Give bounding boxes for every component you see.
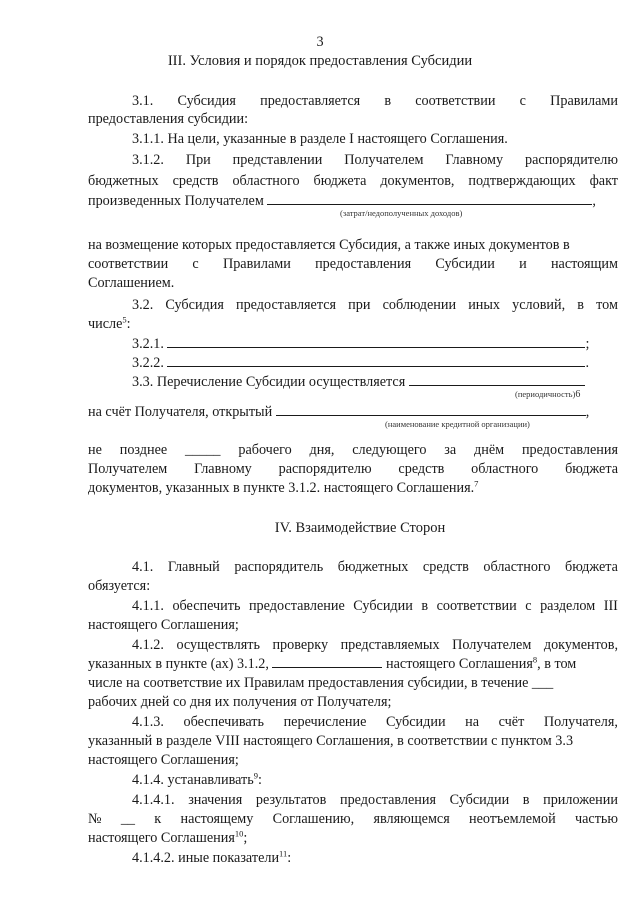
line-text: документов, указанных в пункте 3.1.2. настоящего Соглашения. bbox=[88, 480, 475, 496]
paragraph-4-1-line-1 bbox=[132, 558, 618, 576]
word: предоставления bbox=[339, 792, 437, 808]
word: с bbox=[192, 256, 199, 272]
word: следующего bbox=[352, 442, 427, 458]
word: Получателем bbox=[88, 461, 168, 477]
word: документов, bbox=[543, 637, 618, 653]
word: бюджета bbox=[565, 461, 618, 477]
word: предоставления bbox=[315, 256, 412, 272]
fill-in-line bbox=[409, 373, 585, 386]
item-number: 3.2.1. bbox=[132, 336, 164, 352]
fill-in-line bbox=[167, 335, 585, 348]
word: представляемых bbox=[340, 637, 440, 653]
paragraph-3-1-2-line-6: Соглашением. bbox=[88, 275, 175, 291]
word: средств bbox=[172, 173, 219, 189]
word: бюджета bbox=[313, 173, 367, 189]
word: 3.1. bbox=[132, 93, 154, 109]
line-text: на счёт Получателя, открытый bbox=[88, 404, 273, 420]
word: том bbox=[596, 297, 618, 313]
line-text: настоящего Соглашения bbox=[88, 830, 235, 846]
word: бюджетных bbox=[88, 173, 159, 189]
paragraph-3-1-2-line-1 bbox=[132, 151, 618, 169]
paragraph-3-1-1: 3.1.1. На цели, указанные в разделе I настоящего Соглашения. bbox=[132, 131, 508, 147]
word: в bbox=[522, 792, 530, 808]
paragraph-4-1-4 bbox=[132, 771, 262, 789]
paragraph-4-1-4-2 bbox=[132, 849, 291, 867]
word: бюджетных bbox=[337, 559, 409, 575]
word: Субсидия bbox=[165, 297, 224, 313]
fill-in-line bbox=[267, 192, 592, 205]
line-text: 4.1.4. устанавливать bbox=[132, 772, 254, 788]
word: 4.1. bbox=[132, 559, 154, 575]
word: Главному bbox=[445, 152, 504, 168]
paragraph-4-1-3-line-1 bbox=[132, 713, 618, 731]
word: в bbox=[384, 93, 392, 109]
word: Получателем bbox=[452, 637, 532, 653]
word: к bbox=[154, 811, 162, 827]
paragraph-4-1-1-line-1 bbox=[132, 597, 618, 615]
word: за bbox=[444, 442, 457, 458]
line-end: ; bbox=[585, 336, 590, 352]
word: Правилами bbox=[222, 256, 291, 272]
word: распорядителю bbox=[525, 152, 618, 168]
footnote-ref: 11 bbox=[279, 848, 288, 859]
word: 4.1.4.1. bbox=[132, 792, 175, 808]
word: средств bbox=[422, 559, 469, 575]
word: настоящему bbox=[180, 811, 254, 827]
paragraph-3-3-line-4 bbox=[88, 460, 618, 478]
line-text: числе на соответствие их Правилам предоставления субсидии, в течение bbox=[88, 675, 529, 691]
paragraph-4-1-line-2: обязуется: bbox=[88, 578, 151, 594]
paragraph-3-2-line-1 bbox=[132, 296, 618, 314]
fill-in-line bbox=[272, 655, 382, 668]
word: бюджета bbox=[565, 559, 618, 575]
word: факт bbox=[589, 173, 618, 189]
word: Субсидия bbox=[177, 93, 236, 109]
line-end: : bbox=[126, 316, 131, 332]
word: соблюдении bbox=[382, 297, 457, 313]
word: обеспечить bbox=[172, 598, 241, 614]
word: подтверждающих bbox=[468, 173, 576, 189]
word: распорядителю bbox=[278, 461, 372, 477]
word: __ bbox=[120, 811, 136, 827]
fill-in-line bbox=[276, 403, 586, 416]
line-text: , в том bbox=[537, 656, 577, 672]
paragraph-3-1-line-1 bbox=[132, 92, 618, 110]
word: с bbox=[525, 598, 532, 614]
word: значения bbox=[188, 792, 243, 808]
line-end: ; bbox=[243, 830, 248, 846]
paragraph-4-1-4-1-line-2 bbox=[88, 810, 618, 828]
paragraph-3-1-2-line-2 bbox=[88, 172, 618, 190]
footnote-ref: 6 bbox=[575, 389, 581, 400]
word: Соглашению, bbox=[272, 811, 355, 827]
word: средств bbox=[398, 461, 445, 477]
paragraph-3-1-2-line-5 bbox=[88, 255, 618, 273]
word: на bbox=[465, 714, 480, 730]
word: соответствии bbox=[88, 256, 169, 272]
blank-days: ___ bbox=[531, 675, 554, 691]
word: перечисление bbox=[283, 714, 367, 730]
item-3-2-2 bbox=[132, 354, 589, 372]
word: при bbox=[348, 297, 371, 313]
word: областного bbox=[471, 461, 539, 477]
line-end: : bbox=[287, 850, 292, 866]
word: осуществлять bbox=[176, 637, 260, 653]
word: обеспечивать bbox=[183, 714, 264, 730]
item-3-2-1 bbox=[132, 335, 589, 353]
note-text: (периодичность) bbox=[515, 389, 576, 399]
word: Субсидии bbox=[449, 792, 510, 808]
paragraph-3-1-2-line-4 bbox=[88, 236, 618, 254]
word: Главному bbox=[194, 461, 252, 477]
word: приложении bbox=[543, 792, 618, 808]
word: 4.1.1. bbox=[132, 598, 164, 614]
word: документов, bbox=[380, 173, 455, 189]
word: 4.1.2. bbox=[132, 637, 164, 653]
word: соответствии bbox=[436, 598, 517, 614]
word: днём bbox=[474, 442, 505, 458]
line-text: 3.3. Перечисление Субсидии осуществляется bbox=[132, 374, 406, 390]
word: областного bbox=[483, 559, 551, 575]
paragraph-4-1-2-line-1 bbox=[132, 636, 618, 654]
word: представлении bbox=[232, 152, 323, 168]
line-text: настоящего Соглашения bbox=[386, 656, 533, 672]
word: частью bbox=[574, 811, 618, 827]
paragraph-4-1-2-line-2 bbox=[88, 655, 576, 673]
word: областного bbox=[232, 173, 300, 189]
word: предоставляется bbox=[236, 297, 337, 313]
word: распорядитель bbox=[234, 559, 324, 575]
word: Правилами bbox=[550, 93, 618, 109]
word: позднее bbox=[119, 442, 168, 458]
word: Получателем bbox=[344, 152, 424, 168]
word: результатов bbox=[255, 792, 327, 808]
word: соответствии bbox=[415, 93, 496, 109]
paragraph-3-1-line-2: предоставления субсидии: bbox=[88, 111, 249, 127]
word: Главный bbox=[167, 559, 220, 575]
word: рабочего bbox=[238, 442, 292, 458]
word: предоставление bbox=[248, 598, 345, 614]
line-text: 4.1.4.2. иные показатели bbox=[132, 850, 280, 866]
section-3-heading: III. Условия и порядок предоставления Субсидии bbox=[167, 53, 473, 69]
footnote-ref: 10 bbox=[234, 828, 244, 839]
word: Получателя, bbox=[543, 714, 618, 730]
field-note-periodicity bbox=[515, 389, 580, 400]
word: 3.2. bbox=[132, 297, 154, 313]
field-note-expenses: (затрат/недополученных доходов) bbox=[340, 208, 463, 218]
footnote-ref: 5 bbox=[122, 314, 127, 325]
line-end: , bbox=[585, 404, 590, 420]
word: № bbox=[88, 811, 102, 827]
word: При bbox=[185, 152, 211, 168]
footnote-ref: 8 bbox=[532, 654, 538, 665]
word: неотъемлемой bbox=[469, 811, 556, 827]
word: настоящим bbox=[550, 256, 618, 272]
word: являющемся bbox=[373, 811, 450, 827]
line-text: числе bbox=[88, 316, 123, 332]
word: и bbox=[519, 256, 527, 272]
word: в bbox=[421, 598, 429, 614]
word: 3.1.2. bbox=[132, 152, 164, 168]
footnote-ref: 7 bbox=[474, 478, 479, 489]
word: разделом bbox=[540, 598, 596, 614]
word: Субсидии bbox=[353, 598, 413, 614]
line-text: на возмещение которых предоставляется Субсидия, а также иных документов в bbox=[88, 237, 570, 253]
paragraph-4-1-3-line-3: настоящего Соглашения; bbox=[88, 752, 239, 768]
section-4-heading: IV. Взаимодействие Сторон bbox=[274, 520, 446, 536]
paragraph-4-1-1-line-2: настоящего Соглашения; bbox=[88, 617, 239, 633]
paragraph-3-3-line-3 bbox=[88, 441, 618, 459]
word: условий, bbox=[512, 297, 566, 313]
item-number: 3.2.2. bbox=[132, 355, 164, 371]
paragraph-4-1-2-line-3 bbox=[88, 674, 553, 692]
word: Субсидии bbox=[435, 256, 495, 272]
word: дня, bbox=[309, 442, 335, 458]
footnote-ref: 9 bbox=[253, 770, 258, 781]
paragraph-3-3-line-5 bbox=[88, 479, 478, 497]
paragraph-3-2-line-2 bbox=[88, 315, 131, 333]
page-number: 3 bbox=[316, 34, 324, 50]
word: предоставления bbox=[521, 442, 618, 458]
word: иных bbox=[468, 297, 501, 313]
paragraph-4-1-4-1-line-3 bbox=[88, 829, 247, 847]
field-note-bank: (наименование кредитной организации) bbox=[385, 419, 530, 429]
word: с bbox=[519, 93, 526, 109]
line-end: , bbox=[592, 193, 596, 209]
fill-in-line bbox=[167, 354, 585, 367]
line-end: : bbox=[257, 772, 262, 788]
word: счёт bbox=[498, 714, 525, 730]
word: предоставляется bbox=[260, 93, 361, 109]
paragraph-4-1-3-line-2: указанный в разделе VIII настоящего Соглашения, в соответствии с пунктом 3.3 bbox=[88, 733, 574, 749]
word: не bbox=[88, 442, 102, 458]
paragraph-4-1-4-1-line-1 bbox=[132, 791, 618, 809]
word: _____ bbox=[185, 442, 221, 458]
word: в bbox=[577, 297, 584, 313]
word: 4.1.3. bbox=[132, 714, 164, 730]
line-end: . bbox=[585, 355, 590, 371]
line-text: произведенных Получателем bbox=[88, 193, 264, 209]
word: III bbox=[603, 598, 618, 614]
word: Субсидии bbox=[386, 714, 446, 730]
line-text: указанных в пункте (ах) 3.1.2, bbox=[88, 656, 269, 672]
word: проверку bbox=[272, 637, 329, 653]
paragraph-4-1-2-line-4: рабочих дней со дня их получения от Получателя; bbox=[88, 694, 392, 710]
